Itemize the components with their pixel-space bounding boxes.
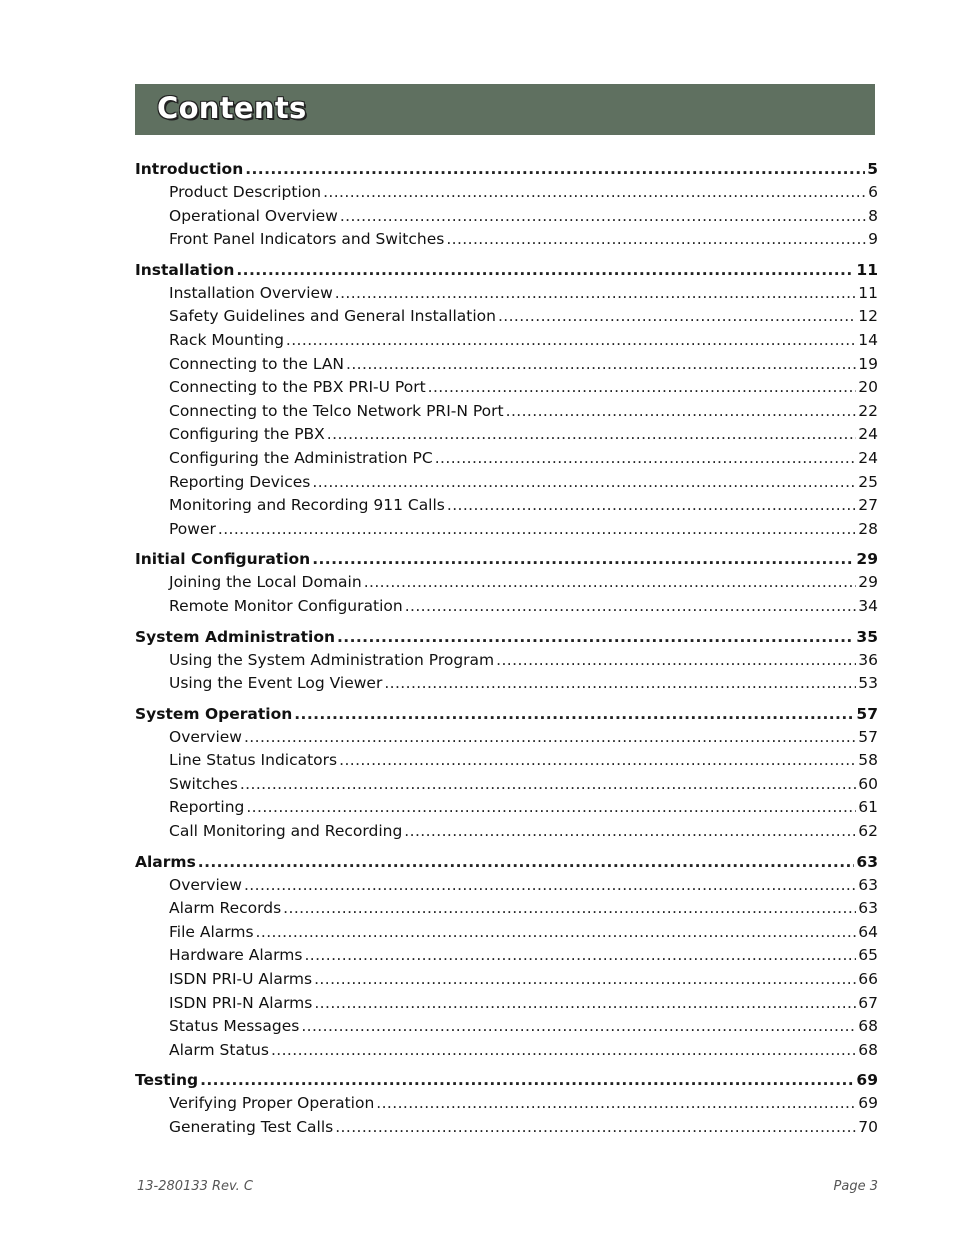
toc-subentry-title: Verifying Proper Operation — [169, 1094, 375, 1113]
dot-leader — [323, 181, 866, 205]
dot-leader — [335, 282, 857, 306]
toc-section — [135, 850, 878, 1063]
toc-subentry-title: Joining the Local Domain — [169, 573, 362, 592]
toc-subentry[interactable] — [135, 423, 878, 447]
dot-leader — [294, 702, 854, 726]
toc-subentry-title: Using the System Administration Program — [169, 650, 495, 669]
toc-subentry-page: 11 — [858, 283, 878, 302]
toc-subentry-title: Front Panel Indicators and Switches — [169, 230, 445, 249]
toc-chapter-entry[interactable] — [135, 850, 878, 874]
toc-section — [135, 258, 878, 542]
toc-subentry[interactable] — [135, 874, 878, 898]
toc-subentry-page: 22 — [858, 401, 878, 420]
toc-subentry-page: 68 — [858, 1017, 878, 1036]
toc-subentry-title: Alarm Status — [169, 1040, 269, 1059]
dot-leader — [340, 205, 866, 229]
dot-leader — [506, 400, 857, 424]
toc-subentry[interactable] — [135, 1039, 878, 1063]
toc-subentry[interactable] — [135, 897, 878, 921]
toc-section — [135, 547, 878, 618]
toc-subentry-title: Overview — [169, 727, 242, 746]
dot-leader — [496, 649, 856, 673]
toc-subentry[interactable] — [135, 968, 878, 992]
toc-subentry-title: Reporting — [169, 798, 245, 817]
document-number: 13-280133 Rev. C — [137, 1179, 253, 1194]
toc-chapter-entry[interactable] — [135, 547, 878, 571]
toc-subentry-page: 8 — [868, 206, 878, 225]
toc-subentry[interactable] — [135, 305, 878, 329]
toc-subentry[interactable] — [135, 749, 878, 773]
toc-chapter-entry-title: Initial Configuration — [135, 550, 311, 569]
toc-chapter-entry[interactable] — [135, 625, 878, 649]
toc-subentry-title: Reporting Devices — [169, 472, 311, 491]
toc-subentry-page: 36 — [858, 650, 878, 669]
toc-chapter-entry-page: 5 — [867, 160, 878, 178]
toc-subentry-title: Remote Monitor Configuration — [169, 596, 403, 615]
toc-subentry-page: 14 — [858, 330, 878, 349]
toc-section — [135, 1068, 878, 1139]
toc-subentry-page: 9 — [868, 230, 878, 249]
toc-chapter-entry-page: 29 — [856, 550, 878, 569]
toc-chapter-entry-page: 57 — [856, 704, 878, 723]
toc-subentry-page: 68 — [858, 1040, 878, 1059]
toc-subentry[interactable] — [135, 773, 878, 797]
toc-subentry-title: Generating Test Calls — [169, 1118, 334, 1136]
toc-subentry-title: Using the Event Log Viewer — [169, 674, 383, 693]
toc-subentry[interactable] — [135, 571, 878, 595]
dot-leader — [246, 796, 856, 820]
dot-leader — [198, 850, 855, 874]
dot-leader — [335, 1116, 856, 1140]
toc-subentry-page: 24 — [858, 448, 878, 467]
toc-subentry-page: 70 — [858, 1118, 878, 1136]
table-of-contents — [135, 157, 878, 1146]
dot-leader — [236, 258, 854, 282]
toc-subentry-page: 27 — [858, 496, 878, 515]
dot-leader — [428, 376, 857, 400]
toc-chapter-entry-title: Introduction — [135, 160, 244, 178]
toc-subentry[interactable] — [135, 494, 878, 518]
toc-subentry-page: 63 — [858, 875, 878, 894]
toc-subentry[interactable] — [135, 353, 878, 377]
toc-subentry[interactable] — [135, 992, 878, 1016]
dot-leader — [364, 571, 857, 595]
toc-subentry[interactable] — [135, 228, 878, 252]
toc-chapter-entry-title: System Operation — [135, 704, 293, 723]
toc-subentry[interactable] — [135, 181, 878, 205]
toc-subentry-title: Power — [169, 519, 216, 538]
page-title: Contents — [157, 91, 307, 125]
dot-leader — [405, 595, 857, 619]
toc-subentry-title: Connecting to the LAN — [169, 354, 345, 373]
toc-subentry-page: 61 — [858, 798, 878, 817]
dot-leader — [447, 494, 856, 518]
toc-subentry[interactable] — [135, 376, 878, 400]
toc-chapter-entry[interactable] — [135, 157, 878, 181]
dot-leader — [384, 672, 856, 696]
dot-leader — [312, 547, 854, 571]
toc-subentry-page: 53 — [858, 674, 878, 693]
dot-leader — [314, 992, 856, 1016]
toc-subentry[interactable] — [135, 820, 878, 844]
toc-chapter-entry-title: System Administration — [135, 627, 336, 646]
toc-subentry-page: 25 — [858, 472, 878, 491]
toc-chapter-entry[interactable] — [135, 1068, 878, 1092]
toc-subentry[interactable] — [135, 1015, 878, 1039]
toc-subentry-title: Call Monitoring and Recording — [169, 822, 403, 841]
dot-leader — [498, 305, 856, 329]
toc-subentry-title: File Alarms — [169, 922, 254, 941]
toc-subentry-title: Safety Guidelines and General Installation — [169, 307, 496, 326]
toc-subentry-page: 64 — [858, 922, 878, 941]
toc-chapter-entry[interactable] — [135, 702, 878, 726]
dot-leader — [240, 773, 856, 797]
toc-subentry-title: Installation Overview — [169, 283, 333, 302]
toc-subentry-title: Alarm Records — [169, 899, 282, 918]
toc-subentry-title: Configuring the Administration PC — [169, 448, 433, 467]
toc-subentry-page: 34 — [858, 596, 878, 615]
toc-subentry[interactable] — [135, 796, 878, 820]
toc-subentry[interactable] — [135, 471, 878, 495]
dot-leader — [446, 228, 866, 252]
dot-leader — [312, 471, 856, 495]
dot-leader — [244, 726, 856, 750]
dot-leader — [327, 423, 856, 447]
dot-leader — [283, 897, 856, 921]
dot-leader — [286, 329, 856, 353]
dot-leader — [245, 157, 865, 181]
toc-subentry-page: 60 — [858, 774, 878, 793]
toc-subentry-title: Status Messages — [169, 1017, 300, 1036]
toc-chapter-entry-page: 11 — [856, 260, 878, 279]
toc-subentry[interactable] — [135, 944, 878, 968]
toc-subentry-page: 57 — [858, 727, 878, 746]
toc-subentry-title: Configuring the PBX — [169, 425, 325, 444]
dot-leader — [337, 625, 854, 649]
dot-leader — [301, 1015, 856, 1039]
toc-subentry-title: ISDN PRI-U Alarms — [169, 970, 313, 989]
toc-subentry-title: Line Status Indicators — [169, 751, 338, 770]
toc-subentry-title: Overview — [169, 875, 242, 894]
toc-subentry-title: Operational Overview — [169, 206, 338, 225]
toc-subentry-page: 65 — [858, 946, 878, 965]
toc-subentry[interactable] — [135, 672, 878, 696]
toc-subentry-page: 69 — [858, 1094, 878, 1113]
toc-subentry-title: Connecting to the Telco Network PRI-N Port — [169, 401, 504, 420]
page-number: Page 3 — [833, 1179, 878, 1194]
toc-subentry[interactable] — [135, 1116, 878, 1140]
dot-leader — [376, 1092, 856, 1116]
toc-subentry-title: ISDN PRI-N Alarms — [169, 993, 313, 1012]
toc-section — [135, 625, 878, 696]
toc-subentry[interactable] — [135, 595, 878, 619]
dot-leader — [346, 353, 856, 377]
toc-subentry-title: Hardware Alarms — [169, 946, 303, 965]
toc-chapter-entry-title: Installation — [135, 260, 235, 279]
dot-leader — [404, 820, 856, 844]
toc-chapter-entry-page: 69 — [856, 1071, 878, 1090]
toc-subentry-page: 58 — [858, 751, 878, 770]
toc-subentry-title: Monitoring and Recording 911 Calls — [169, 496, 445, 515]
toc-subentry[interactable] — [135, 282, 878, 306]
dot-leader — [244, 874, 856, 898]
toc-subentry[interactable] — [135, 1092, 878, 1116]
dot-leader — [218, 518, 856, 542]
toc-subentry-page: 19 — [858, 354, 878, 373]
toc-subentry-page: 20 — [858, 378, 878, 397]
toc-subentry-page: 12 — [858, 307, 878, 326]
toc-subentry[interactable] — [135, 400, 878, 424]
toc-subentry[interactable] — [135, 329, 878, 353]
toc-chapter-entry-title: Alarms — [135, 852, 196, 871]
toc-subentry-page: 62 — [858, 822, 878, 841]
toc-section — [135, 702, 878, 844]
toc-subentry[interactable] — [135, 205, 878, 229]
toc-subentry-title: Switches — [169, 774, 238, 793]
dot-leader — [314, 968, 856, 992]
dot-leader — [200, 1068, 854, 1092]
toc-subentry[interactable] — [135, 726, 878, 750]
dot-leader — [304, 944, 856, 968]
toc-chapter-entry-page: 63 — [856, 852, 878, 871]
toc-section — [135, 157, 878, 252]
toc-subentry-page: 29 — [858, 573, 878, 592]
toc-subentry[interactable] — [135, 921, 878, 945]
toc-subentry-title: Connecting to the PBX PRI-U Port — [169, 378, 426, 397]
toc-subentry-page: 67 — [858, 993, 878, 1012]
toc-subentry-page: 63 — [858, 899, 878, 918]
toc-subentry[interactable] — [135, 518, 878, 542]
dot-leader — [339, 749, 856, 773]
toc-subentry[interactable] — [135, 649, 878, 673]
toc-subentry-page: 66 — [858, 970, 878, 989]
toc-subentry-title: Product Description — [169, 183, 322, 201]
dot-leader — [256, 921, 857, 945]
dot-leader — [271, 1039, 856, 1063]
dot-leader — [435, 447, 857, 471]
toc-subentry-page: 24 — [858, 425, 878, 444]
toc-subentry-title: Rack Mounting — [169, 330, 284, 349]
toc-subentry-page: 28 — [858, 519, 878, 538]
toc-chapter-entry[interactable] — [135, 258, 878, 282]
toc-chapter-entry-page: 35 — [856, 627, 878, 646]
toc-subentry[interactable] — [135, 447, 878, 471]
contents-title-bar — [135, 84, 875, 135]
toc-chapter-entry-title: Testing — [135, 1071, 199, 1090]
toc-subentry-page: 6 — [868, 183, 878, 201]
